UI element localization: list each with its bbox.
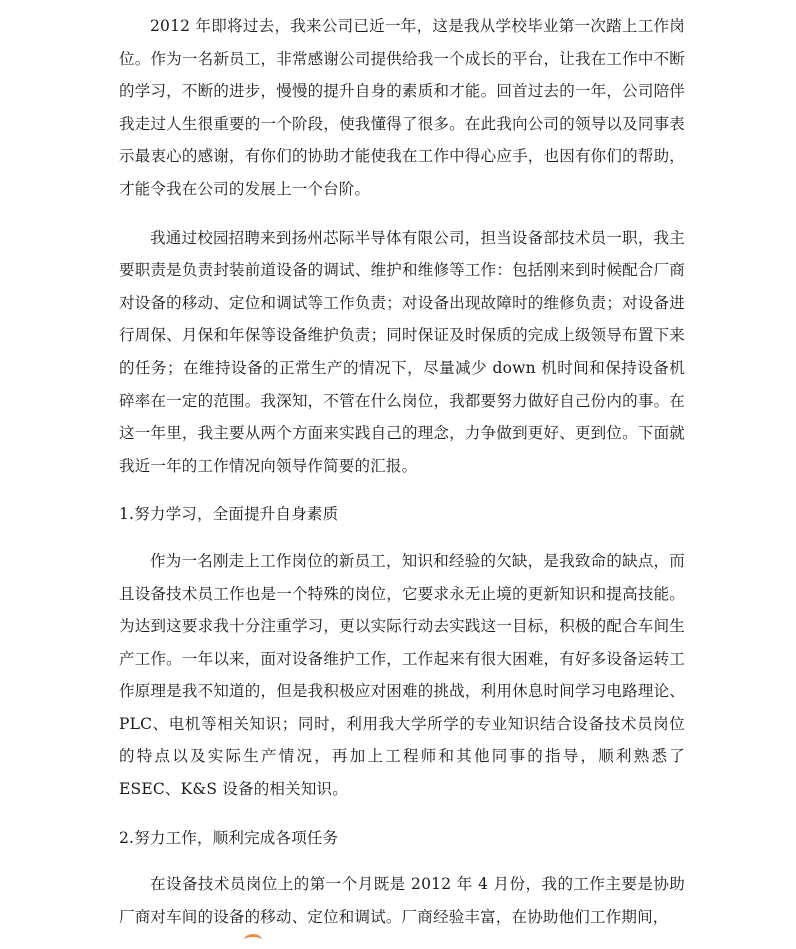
intro-paragraph-1: 2012 年即将过去，我来公司已近一年，这是我从学校毕业第一次踏上工作岗位。作为一名新员工，非常感谢公司提供给我一个成长的平台，让我在工作中不断的学习，不断的进步，慢慢的提升自身的素质和才能。回首过去的一年，公司陪伴我走过人生很重要的一个阶段，使我懂得了很多。在此我向公司的领导以及同事表示最衷心的感谢，有你们的协助才能使我在工作中得心应手，也因有你们的帮助，才能令我在公司的发展上一个台阶。 [119, 17, 685, 198]
footer-decoration [244, 934, 262, 946]
section-1-heading: 1.努力学习，全面提升自身素质 [119, 505, 339, 524]
section-1-paragraph: 作为一名刚走上工作岗位的新员工，知识和经验的欠缺，是我致命的缺点，而且设备技术员工作也是一个特殊的岗位，它要求永无止境的更新知识和提高技能。为达到这要求我十分注重学习，更以实际行动去实践这一目标，积极的配合车间生产工作。一年以来，面对设备维护工作，工作起来有很大困难，有好多设备运转工作原理是我不知道的，但是我积极应对困难的挑战，利用休息时间学习电路理论、PLC、电机等相关知识；同时，利用我大学所学的专业知识结合设备技术员岗位的特点以及实际生产情况，再加上工程师和其他同事的指导，顺利熟悉了 ESEC、K&S 设备的相关知识。 [119, 551, 685, 799]
section-2-paragraph: 在设备技术员岗位上的第一个月既是 2012 年 4 月份，我的工作主要是协助厂商对车间的设备的移动、定位和调试。厂商经验丰富，在协助他们工作期间， [119, 875, 685, 926]
section-2-heading: 2.努力工作，顺利完成各项任务 [119, 828, 339, 847]
intro-paragraph-2: 我通过校园招聘来到扬州芯际半导体有限公司，担当设备部技术员一职，我主要职责是负责封装前道设备的调试、维护和维修等工作：包括刚来到时候配合厂商对设备的移动、定位和调试等工作负责；对设备出现故障时的维修负责；对设备进行周保、月保和年保等设备维护负责；同时保证及时保质的完成上级领导布置下来的任务；在维持设备的正常生产的情况下，尽量减少 down 机时间和保持设备机碎率在一定的范围。我深知，不管在什么岗位，我都要努力做好自己份内的事。在这一年里，我主要从两个方面来实践自己的理念，力争做到更好、更到位。下面就我近一年的工作情况向领导作简要的汇报。 [119, 228, 685, 475]
document-body [119, 10, 685, 949]
